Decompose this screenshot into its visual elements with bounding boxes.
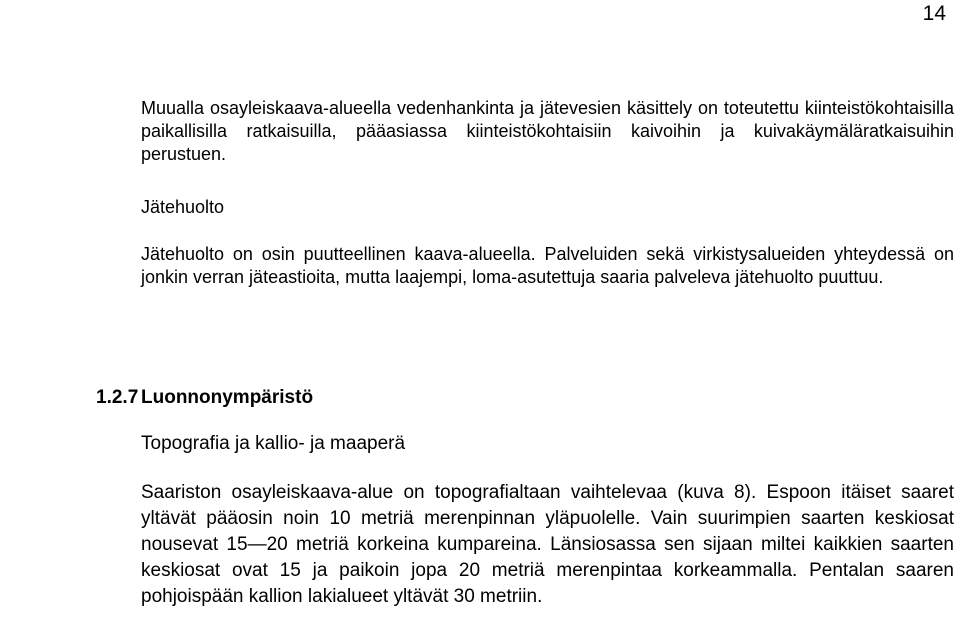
page-number: 14 [922, 2, 946, 25]
waste-management-heading: Jätehuolto [141, 197, 225, 217]
section-title: Luonnonympäristö [141, 387, 314, 408]
section-number: 1.2.7 [96, 387, 139, 408]
waste-management-paragraph: Jätehuolto on osin puutteellinen kaava-alueella. Palveluiden sekä virkistysalueiden yhteydessä on jonkin verran jäteastioita, mutta laajempi, loma-asutettuja saaria palveleva jätehuolto puuttuu. [141, 244, 954, 287]
intro-paragraph: Muualla osayleiskaava-alueella vedenhankinta ja jätevesien käsittely on toteutettu kiinteistökohtaisilla paikallisilla ratkaisuilla, pääasiassa kiinteistökohtaisiin kaivoihin ja kuivakäymäläratkaisuihin perustuen. [141, 98, 954, 164]
topography-heading: Topografia ja kallio- ja maaperä [141, 433, 406, 454]
topography-paragraph: Saariston osayleiskaava-alue on topografialtaan vaihtelevaa (kuva 8). Espoon itäiset saaret yltävät pääosin noin 10 metriä merenpinnan yläpuolelle. Vain suurimpien saarten keskiosat nousevat 15—20 metriä korkeina kumpareina. Länsiosassa sen sijaan miltei kaikkien saarten keskiosat ovat 15 ja paikoin jopa 20 metriä merenpintaa korkeammalla. Pentalan saaren pohjoispään kallion lakialueet yltävät 30 metriin. [141, 482, 954, 607]
